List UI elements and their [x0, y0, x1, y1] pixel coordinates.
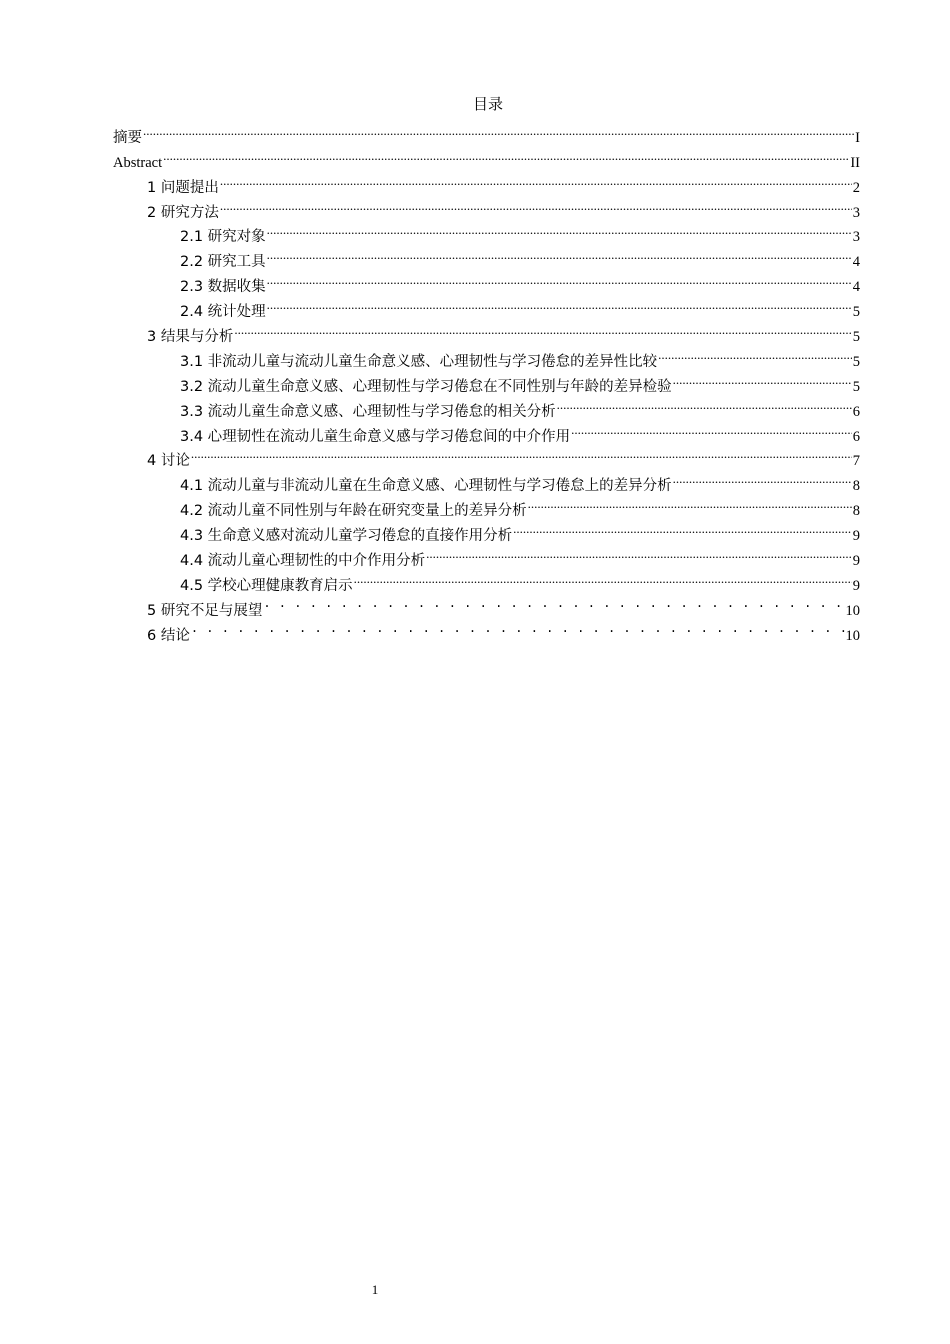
toc-dot-leader: [191, 441, 852, 466]
toc-dot-leader: [234, 316, 851, 341]
page-number: 1: [371, 1282, 379, 1297]
toc-entry-title: 5 研究不足与展望: [147, 602, 263, 619]
toc-dot-leader: [673, 366, 852, 391]
toc-dot-leader: [513, 515, 852, 540]
toc-entry-title: 4.5 学校心理健康教育启示: [180, 577, 353, 594]
toc-entry-title: 2.2 研究工具: [180, 254, 266, 271]
toc-entry[interactable]: [113, 167, 860, 196]
toc-entry-page: 9: [852, 553, 860, 570]
toc-entry-page: 5: [852, 304, 860, 321]
toc-entry-title: 1 问题提出: [147, 179, 219, 196]
toc-entry-title: 2.1 研究对象: [180, 229, 266, 246]
toc-entry-page: 2: [852, 179, 860, 196]
toc-entry[interactable]: [113, 441, 860, 470]
toc-entry-title: 3.3 流动儿童生命意义感、心理韧性与学习倦怠的相关分析: [180, 403, 556, 420]
toc-dot-leader: [426, 540, 852, 565]
toc-entry-title: 3.1 非流动儿童与流动儿童生命意义感、心理韧性与学习倦怠的差异性比较: [180, 353, 658, 370]
toc-entry-page: 8: [852, 503, 860, 520]
toc-entry-page: 5: [852, 378, 860, 395]
toc-entry-page: 5: [852, 353, 860, 370]
toc-dot-leader: [163, 142, 849, 167]
toc-entry-page: 6: [852, 428, 860, 445]
toc-dot-leader: [571, 416, 852, 441]
toc-entry-title: 3.4 心理韧性在流动儿童生命意义感与学习倦怠间的中介作用: [180, 428, 571, 445]
toc-entry[interactable]: [113, 217, 860, 246]
toc-entry-page: 10: [845, 602, 860, 619]
toc-entry-title: 摘要: [113, 129, 142, 146]
toc-dot-leader: [220, 167, 852, 192]
toc-dot-leader: [220, 192, 852, 217]
toc-dot-leader: [191, 615, 845, 640]
toc-entry[interactable]: [113, 142, 860, 171]
toc-dot-leader: [263, 590, 844, 615]
toc-entry-page: 4: [852, 254, 860, 271]
toc-entry-title: 4.3 生命意义感对流动儿童学习倦怠的直接作用分析: [180, 528, 513, 545]
toc-entry[interactable]: [113, 465, 860, 495]
toc-entry-page: 9: [852, 577, 860, 594]
toc-entry-title: Abstract: [113, 154, 163, 171]
toc-entry-page: 9: [852, 528, 860, 545]
toc-entry-title: 4.1 流动儿童与非流动儿童在生命意义感、心理韧性与学习倦怠上的差异分析: [180, 478, 672, 495]
toc-entry-page: 5: [852, 329, 860, 346]
toc-dot-leader: [658, 341, 852, 366]
toc-dot-leader: [557, 391, 852, 416]
toc-entry-page: I: [855, 129, 860, 146]
toc-entry-page: 3: [852, 204, 860, 221]
toc-entry-page: 10: [845, 627, 860, 644]
toc-entry-title: 4.4 流动儿童心理韧性的中介作用分析: [180, 553, 426, 570]
toc-entry-title: 3.2 流动儿童生命意义感、心理韧性与学习倦怠在不同性别与年龄的差异检验: [180, 378, 672, 395]
toc-entry[interactable]: [113, 117, 860, 146]
toc-dot-leader: [267, 291, 852, 316]
toc-entry-title: 2.4 统计处理: [180, 304, 266, 321]
toc-dot-leader: [143, 117, 854, 142]
toc-entry-title: 4 讨论: [147, 453, 190, 470]
toc-dot-leader: [673, 465, 852, 490]
toc-entry-page: 4: [852, 279, 860, 296]
toc-dot-leader: [528, 490, 852, 515]
toc-entry-page: II: [850, 154, 860, 171]
toc-dot-leader: [267, 241, 852, 266]
toc-entry-page: 7: [852, 453, 860, 470]
toc-entry[interactable]: [113, 192, 860, 221]
toc-entry-title: 2.3 数据收集: [180, 279, 266, 296]
toc-entry[interactable]: [113, 615, 860, 644]
toc-entry-page: 8: [852, 478, 860, 495]
toc-dot-leader: [267, 266, 852, 291]
toc-title: 目录: [472, 95, 503, 113]
toc-dot-leader: [354, 565, 852, 590]
toc-entry-page: 6: [852, 403, 860, 420]
toc-entry-page: 3: [852, 229, 860, 246]
toc-dot-leader: [267, 217, 852, 242]
toc-entry-title: 3 结果与分析: [147, 329, 234, 346]
toc-entry-title: 4.2 流动儿童不同性别与年龄在研究变量上的差异分析: [180, 503, 527, 520]
toc-entry-title: 6 结论: [147, 627, 190, 644]
toc-entry-title: 2 研究方法: [147, 204, 219, 221]
table-of-contents: [113, 117, 860, 644]
